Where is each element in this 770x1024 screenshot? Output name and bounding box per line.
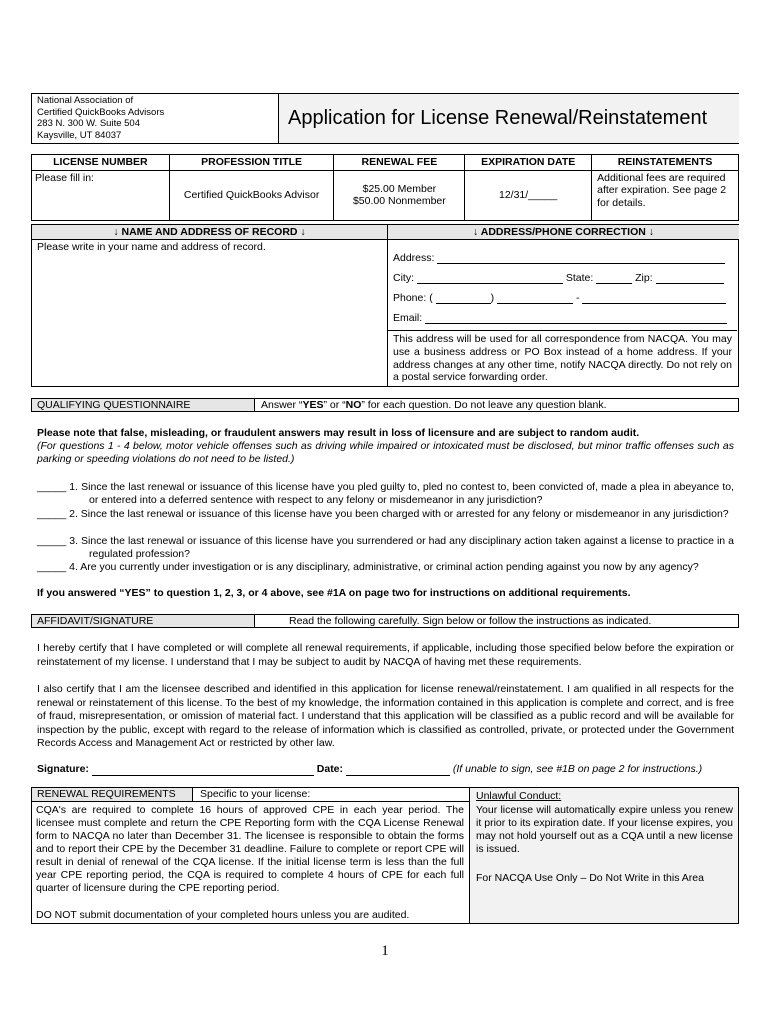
phone-row	[393, 292, 733, 304]
email-field[interactable]	[425, 313, 727, 324]
org-city: Kaysville, UT 84037	[37, 129, 122, 141]
page-number: 1	[381, 943, 389, 959]
question-4[interactable]: _____ 4. Are you currently under investigation or is any disciplinary, administrative, or criminal action pending against you now by any agency?	[37, 561, 699, 573]
fraud-warning: Please note that false, misleading, or fraudulent answers may result in loss of licensure and are subject to random audit.	[37, 427, 640, 439]
answer-no: NO	[345, 399, 362, 411]
questionnaire-label: QUALIFYING QUESTIONNAIRE	[32, 399, 255, 411]
question-2[interactable]: _____ 2. Since the last renewal or issuance of this license have you been charged with or arrested for any felony or misdemeanor in any jurisdiction?	[37, 508, 729, 520]
org-name-line2: Certified QuickBooks Advisors	[37, 106, 165, 118]
renewal-requirements-body: CQA's are required to complete 16 hours of approved CPE in each year period. The licensee must complete and return the CPE Reporting form with the CQA License Renewal form to NACQA no later than December 31. The licensee is responsible to obtain the forms and to report their CPE by the December 31 deadline. Failure to complete or report CPE will result in denial of renewal of the CQA license. If the initial license term is less than the full year CPE reporting period, the CQA is required to complete 4 hours of CPE for each full quarter of licensure during the CPE reporting period.	[36, 804, 464, 894]
signature-field[interactable]	[92, 765, 314, 776]
reinstatements-header: REINSTATEMENTS	[592, 155, 739, 171]
office-use-column	[469, 788, 738, 923]
city-field[interactable]	[417, 273, 563, 284]
answer-yes: YES	[302, 399, 324, 411]
name-of-record-instruction: Please write in your name and address of record.	[37, 241, 266, 253]
questionnaire-bar	[31, 398, 739, 412]
question-1[interactable]: _____ 1. Since the last renewal or issuance of this license have you pled guilty to, pled no contest to, been convicted of, made a plea in abeyance to, or entered into a deferred sentence with respect to any felony or misdemeanor in any jurisdiction?	[37, 481, 734, 506]
unlawful-conduct-label: Unlawful Conduct:	[476, 790, 562, 802]
renewal-requirements-column	[32, 788, 469, 923]
date-field[interactable]	[346, 765, 450, 776]
profession-title-header: PROFESSION TITLE	[169, 155, 334, 171]
address-row[interactable]	[393, 252, 733, 264]
question-3[interactable]: _____ 3. Since the last renewal or issuance of this license have you surrendered or had any disciplinary action taken against a license to practice in a regulated profession?	[37, 535, 734, 560]
city-state-zip-row	[393, 272, 733, 284]
affidavit-instruction: Read the following carefully. Sign below or follow the instructions as indicated.	[289, 615, 652, 627]
email-row	[393, 312, 733, 324]
renewal-fee-header: RENEWAL FEE	[334, 155, 465, 171]
phone-paren: )	[490, 292, 495, 304]
org-street: 283 N. 300 W. Suite 504	[37, 118, 140, 129]
certification-paragraph-1: I hereby certify that I have completed or will complete all renewal requirements, if applicable, including those specified below before the expiration or reinstatement of my license. I understand that I may be subject to audit by NACQA of having met these requirements.	[37, 642, 734, 668]
license-table	[31, 154, 739, 221]
answer-or: ” or “	[323, 399, 346, 411]
address-section	[31, 224, 739, 387]
date-label: Date:	[316, 763, 344, 775]
expiration-date-field[interactable]: 12/31/_____	[465, 170, 592, 220]
address-field[interactable]	[437, 253, 725, 264]
certification-paragraph-2: I also certify that I am the licensee described and identified in this application for license renewal/reinstatement. I am qualified in all respects for the renewal or reinstatement of this license. To the best of my knowledge, the information contained in this application is complete and correct, and is free of fraud, misrepresentation, or omission of material fact. I understand that this application will be classified as a public record and will be available for inspection by the public, except with regard to the release of information which is classified as controlled, private, or protected under the Government Records Access and Management Act or restricted by other law.	[37, 683, 734, 749]
phone-label: Phone: (	[393, 292, 433, 304]
phone-dash: -	[575, 292, 580, 304]
office-use-note: For NACQA Use Only – Do Not Write in this Area	[476, 872, 704, 884]
renewal-fee-cell	[334, 170, 465, 220]
expiration-date-header: EXPIRATION DATE	[465, 155, 592, 171]
org-address	[32, 94, 277, 143]
email-label: Email:	[393, 312, 423, 324]
name-of-record-heading: ↓ NAME AND ADDRESS OF RECORD ↓	[32, 225, 387, 240]
state-label: State:	[565, 272, 594, 284]
license-number-header: LICENSE NUMBER	[32, 155, 170, 171]
org-name-line1: National Association of	[37, 95, 134, 106]
fee-nonmember: $50.00 Nonmember	[352, 195, 446, 207]
specific-to-license-label: Specific to your license:	[193, 788, 469, 802]
answer-suffix: ” for each question. Do not leave any question blank.	[361, 399, 607, 411]
reinstatements-cell: Additional fees are required after expiration. See page 2 for details.	[592, 170, 739, 220]
unlawful-conduct-body: Your license will automatically expire unless you renew it prior to its expiration date. If your license expires, you may not hold yourself out as a CQA until a new license is issued.	[476, 804, 733, 855]
answer-prefix: Answer “	[261, 399, 303, 411]
phone-line-field[interactable]	[582, 293, 726, 304]
signature-row	[37, 763, 737, 776]
address-label: Address:	[393, 252, 435, 264]
renewal-requirements-box	[31, 787, 739, 924]
questionnaire-instruction	[256, 399, 736, 411]
address-correction-heading: ↓ ADDRESS/PHONE CORRECTION ↓	[388, 225, 739, 240]
signature-note: (If unable to sign, see #1B on page 2 for instructions.)	[452, 763, 703, 775]
fee-member: $25.00 Member	[362, 182, 437, 195]
signature-label: Signature:	[37, 763, 89, 775]
profession-title-cell: Certified QuickBooks Advisor	[169, 170, 334, 220]
yes-instructions-note: If you answered “YES” to question 1, 2, 3, or 4 above, see #1A on page two for instructions on additional requirements.	[37, 587, 631, 599]
renewal-requirements-label: RENEWAL REQUIREMENTS	[32, 788, 193, 802]
header-box	[31, 93, 739, 144]
license-number-field[interactable]: Please fill in:	[32, 170, 170, 220]
affidavit-bar	[31, 614, 739, 628]
name-of-record-column[interactable]	[32, 225, 387, 386]
zip-field[interactable]	[656, 273, 724, 284]
address-note: This address will be used for all correspondence from NACQA. You may use a business address or PO Box instead of a home address. If your address changes at any other time, notify NACQA directly. Do not rely on a postal service forwarding order.	[388, 330, 737, 386]
motor-vehicle-note: (For questions 1 - 4 below, motor vehicle offenses such as driving while impaired or intoxicated must be disclosed, but minor traffic offenses such as parking or speeding violations do not need to be listed.)	[37, 440, 734, 465]
city-label: City:	[393, 272, 414, 284]
affidavit-label: AFFIDAVIT/SIGNATURE	[32, 615, 255, 627]
address-correction-column	[387, 225, 738, 386]
state-field[interactable]	[596, 273, 632, 284]
form-title: Application for License Renewal/Reinstatement	[278, 94, 739, 143]
do-not-submit-note: DO NOT submit documentation of your completed hours unless you are audited.	[36, 909, 410, 921]
phone-area-code-field[interactable]	[436, 293, 491, 304]
zip-label: Zip:	[635, 272, 653, 284]
phone-prefix-field[interactable]	[497, 293, 573, 304]
